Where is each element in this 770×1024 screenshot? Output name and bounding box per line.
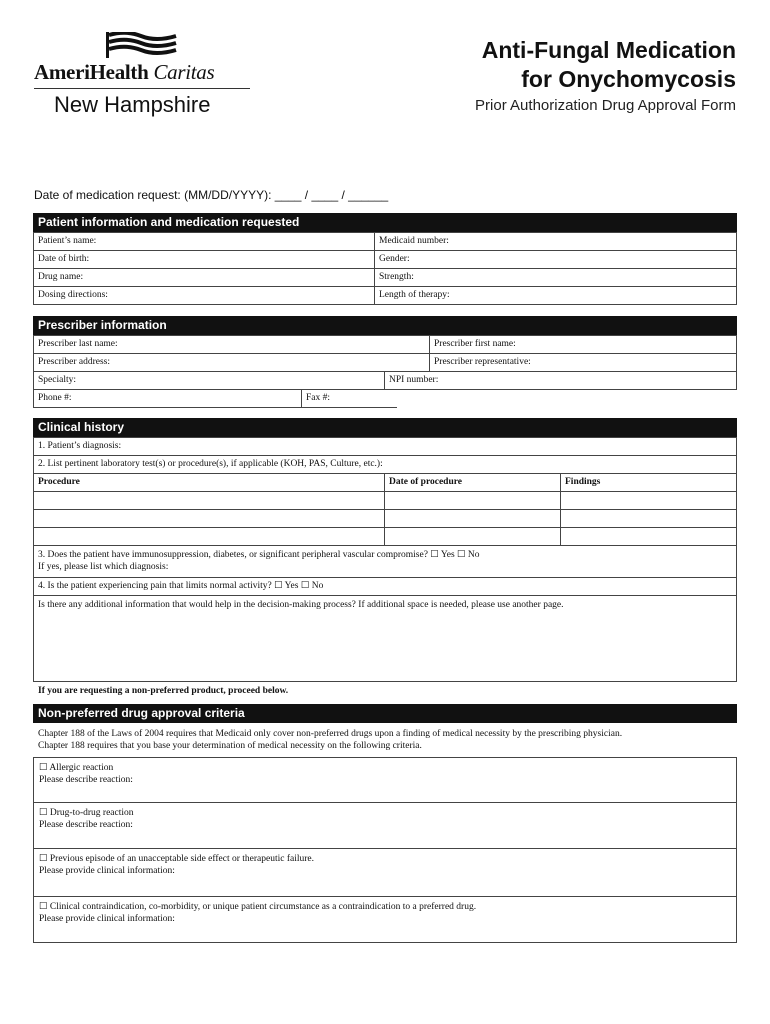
contraindication-checkbox[interactable]: ☐ Clinical contraindication, co-morbidity, or unique patient circumstance as a contraindication to a preferred drug.: [39, 902, 477, 912]
pain-question[interactable]: 4. Is the patient experiencing pain that limits normal activity? ☐ Yes ☐ No: [38, 581, 324, 591]
strength-field[interactable]: Strength:: [374, 269, 736, 286]
section-heading: Patient information and medication requested: [33, 213, 737, 232]
clinical-info-field[interactable]: Please provide clinical information:: [39, 914, 175, 924]
flag-icon: [106, 32, 186, 58]
drug-reaction-checkbox[interactable]: ☐ Drug-to-drug reaction: [39, 808, 134, 818]
clinical-section: [33, 418, 737, 682]
prescriber-section: [33, 316, 737, 408]
table-row: [33, 492, 737, 510]
prescriber-last-name-field[interactable]: Prescriber last name:: [38, 339, 118, 349]
diagnosis-list-field[interactable]: If yes, please list which diagnosis:: [38, 562, 169, 572]
date-request-field[interactable]: Date of medication request: (MM/DD/YYYY): ____ / ____ / ______: [34, 188, 389, 202]
patient-section: [33, 213, 737, 305]
date-column-header: Date of procedure: [384, 474, 560, 491]
criteria-item: [33, 897, 737, 943]
criteria-item: [33, 757, 737, 803]
brand-region: New Hampshire: [54, 92, 211, 117]
logo-flag: [34, 32, 254, 58]
prescriber-first-name-field[interactable]: Prescriber first name:: [429, 336, 736, 353]
prescriber-address-field[interactable]: Prescriber address:: [38, 357, 111, 367]
criteria-intro: Chapter 188 of the Laws of 2004 requires that Medicaid only cover non-preferred drugs upon a finding of medical necessity by the prescribing physician.: [38, 729, 623, 739]
diagnosis-field[interactable]: 1. Patient’s diagnosis:: [38, 441, 122, 451]
additional-info-field[interactable]: Is there any additional information that would help in the decision-making process? If additional space is needed, please use another page.: [38, 600, 564, 610]
dob-field[interactable]: Date of birth:: [38, 254, 90, 264]
date-cell[interactable]: [384, 510, 560, 527]
criteria-intro: Chapter 188 requires that you base your determination of medical necessity on the following criteria.: [38, 741, 422, 751]
procedure-cell[interactable]: [34, 510, 384, 527]
fax-field[interactable]: Fax #:: [301, 390, 397, 407]
date-cell[interactable]: [384, 492, 560, 509]
phone-field[interactable]: Phone #:: [38, 393, 72, 403]
findings-cell[interactable]: [560, 510, 736, 527]
form-subtitle: Prior Authorization Drug Approval Form: [475, 97, 736, 114]
date-cell[interactable]: [384, 528, 560, 545]
medicaid-number-field[interactable]: Medicaid number:: [374, 233, 736, 250]
lab-tests-label: 2. List pertinent laboratory test(s) or procedure(s), if applicable (KOH, PAS, Culture, etc.):: [38, 459, 383, 469]
procedure-cell[interactable]: [34, 492, 384, 509]
procedure-cell[interactable]: [34, 528, 384, 545]
divider: [34, 88, 250, 89]
findings-column-header: Findings: [560, 474, 736, 491]
clinical-info-field[interactable]: Please provide clinical information:: [39, 866, 175, 876]
drug-name-field[interactable]: Drug name:: [38, 272, 84, 282]
findings-cell[interactable]: [560, 528, 736, 545]
section-heading: Non-preferred drug approval criteria: [33, 704, 737, 723]
brand-name: AmeriHealth Caritas: [34, 60, 215, 84]
specialty-field[interactable]: Specialty:: [38, 375, 76, 385]
procedure-column-header: Procedure: [38, 477, 80, 487]
dosing-directions-field[interactable]: Dosing directions:: [38, 290, 108, 300]
patient-name-field[interactable]: Patient’s name:: [38, 236, 97, 246]
reaction-description-field[interactable]: Please describe reaction:: [39, 775, 133, 785]
side-effect-checkbox[interactable]: ☐ Previous episode of an unacceptable side effect or therapeutic failure.: [39, 854, 315, 864]
criteria-section: [33, 704, 737, 943]
table-row: [33, 510, 737, 528]
gender-field[interactable]: Gender:: [374, 251, 736, 268]
reaction-description-field[interactable]: Please describe reaction:: [39, 820, 133, 830]
immunosuppression-question[interactable]: 3. Does the patient have immunosuppression, diabetes, or significant peripheral vascular compromise? ☐ Yes ☐ No: [38, 550, 480, 560]
section-heading: Prescriber information: [33, 316, 737, 335]
prescriber-representative-field[interactable]: Prescriber representative:: [429, 354, 736, 371]
section-heading: Clinical history: [33, 418, 737, 437]
allergic-reaction-checkbox[interactable]: ☐ Allergic reaction: [39, 763, 114, 773]
npi-number-field[interactable]: NPI number:: [384, 372, 736, 389]
form-title: Anti-Fungal Medication for Onychomycosis: [481, 37, 736, 92]
criteria-item: [33, 803, 737, 849]
criteria-item: [33, 849, 737, 897]
table-row: [33, 528, 737, 546]
nonpreferred-note: If you are requesting a non-preferred product, proceed below.: [38, 686, 289, 696]
findings-cell[interactable]: [560, 492, 736, 509]
length-of-therapy-field[interactable]: Length of therapy:: [374, 287, 736, 304]
